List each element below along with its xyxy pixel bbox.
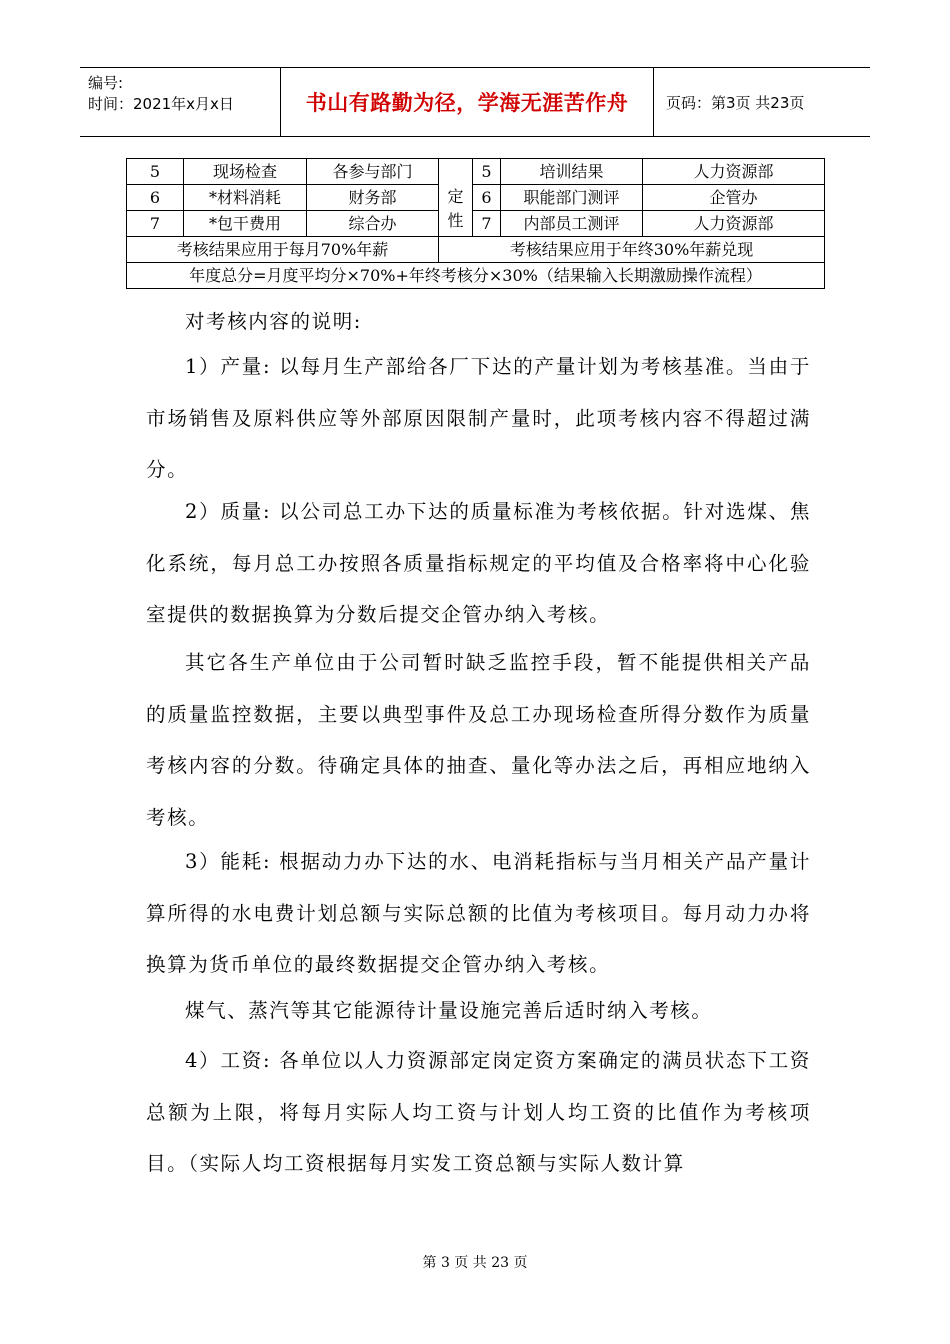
formula-cell: 年度总分=月度平均分×70%+年终考核分×30%（结果输入长期激励操作流程）	[127, 263, 825, 289]
qualitative-label-char: 性	[447, 210, 464, 230]
paragraph-quality: 2）质量: 以公司总工办下达的质量标准为考核依据。针对选煤、焦化系统，每月总工办按照各质量指标规定的平均值及合格率将中心化验室提供的数据换算为分数后提交企管办纳入考核。	[146, 500, 811, 626]
right-item-number: 7	[473, 211, 501, 237]
table-row	[127, 159, 825, 185]
left-item-dept: 综合办	[307, 211, 439, 237]
qualitative-label	[439, 159, 473, 237]
right-item-name: 内部员工测评	[501, 211, 643, 237]
table-row	[127, 211, 825, 237]
right-item-dept: 企管办	[643, 185, 825, 211]
paragraph-output: 1）产量: 以每月生产部给各厂下达的产量计划为考核基准。当由于市场销售及原料供应等外部原因限制产量时，此项考核内容不得超过满分。	[146, 355, 811, 481]
qualitative-label-char: 定	[447, 186, 464, 206]
left-item-number: 7	[127, 211, 184, 237]
right-item-name: 职能部门测评	[501, 185, 643, 211]
page-footer: 第 3 页 共 23 页	[422, 1255, 528, 1271]
right-item-dept: 人力资源部	[643, 159, 825, 185]
right-item-number: 6	[473, 185, 501, 211]
paragraph-energy: 3）能耗: 根据动力办下达的水、电消耗指标与当月相关产品产量计算所得的水电费计划总额与实际总额的比值为考核项目。每月动力办将换算为货币单位的最终数据提交企管办纳入考核。	[146, 850, 811, 976]
apply-monthly-cell: 考核结果应用于每月70%年薪	[127, 237, 439, 263]
header-info	[80, 68, 281, 136]
paragraph-quality-other: 其它各生产单位由于公司暂时缺乏监控手段，暂不能提供相关产品的质量监控数据，主要以典型事件及总工办现场检查所得分数作为质量考核内容的分数。待确定具体的抽查、量化等办法之后，再相应地纳入考核。	[146, 651, 811, 829]
doc-time-label: 时间：2021年x月x日	[88, 95, 234, 113]
table-row	[127, 263, 825, 289]
paragraph-wages: 4）工资: 各单位以人力资源部定岗定资方案确定的满员状态下工资总额为上限，将每月实际人均工资与计划人均工资的比值作为考核项目。（实际人均工资根据每月实发工资总额与实际人数计算	[146, 1049, 811, 1175]
left-item-name: *包干费用	[184, 211, 307, 237]
right-item-name: 培训结果	[501, 159, 643, 185]
table-row	[127, 237, 825, 263]
right-item-dept: 人力资源部	[643, 211, 825, 237]
assessment-table	[126, 158, 825, 289]
header-motto: 书山有路勤为径，学海无涯苦作舟	[281, 68, 654, 136]
left-item-number: 5	[127, 159, 184, 185]
page-header	[80, 67, 870, 137]
left-item-dept: 各参与部门	[307, 159, 439, 185]
right-item-number: 5	[473, 159, 501, 185]
apply-yearend-cell: 考核结果应用于年终30%年薪兑现	[439, 237, 825, 263]
header-page-number: 页码：第3页 共23页	[666, 93, 805, 112]
paragraph-energy-other: 煤气、蒸汽等其它能源待计量设施完善后适时纳入考核。	[185, 999, 713, 1022]
left-item-name: *材料消耗	[184, 185, 307, 211]
section-heading: 对考核内容的说明:	[185, 310, 362, 333]
table-row	[127, 185, 825, 211]
left-item-number: 6	[127, 185, 184, 211]
doc-code-label: 编号:	[88, 74, 124, 92]
left-item-name: 现场检查	[184, 159, 307, 185]
left-item-dept: 财务部	[307, 185, 439, 211]
